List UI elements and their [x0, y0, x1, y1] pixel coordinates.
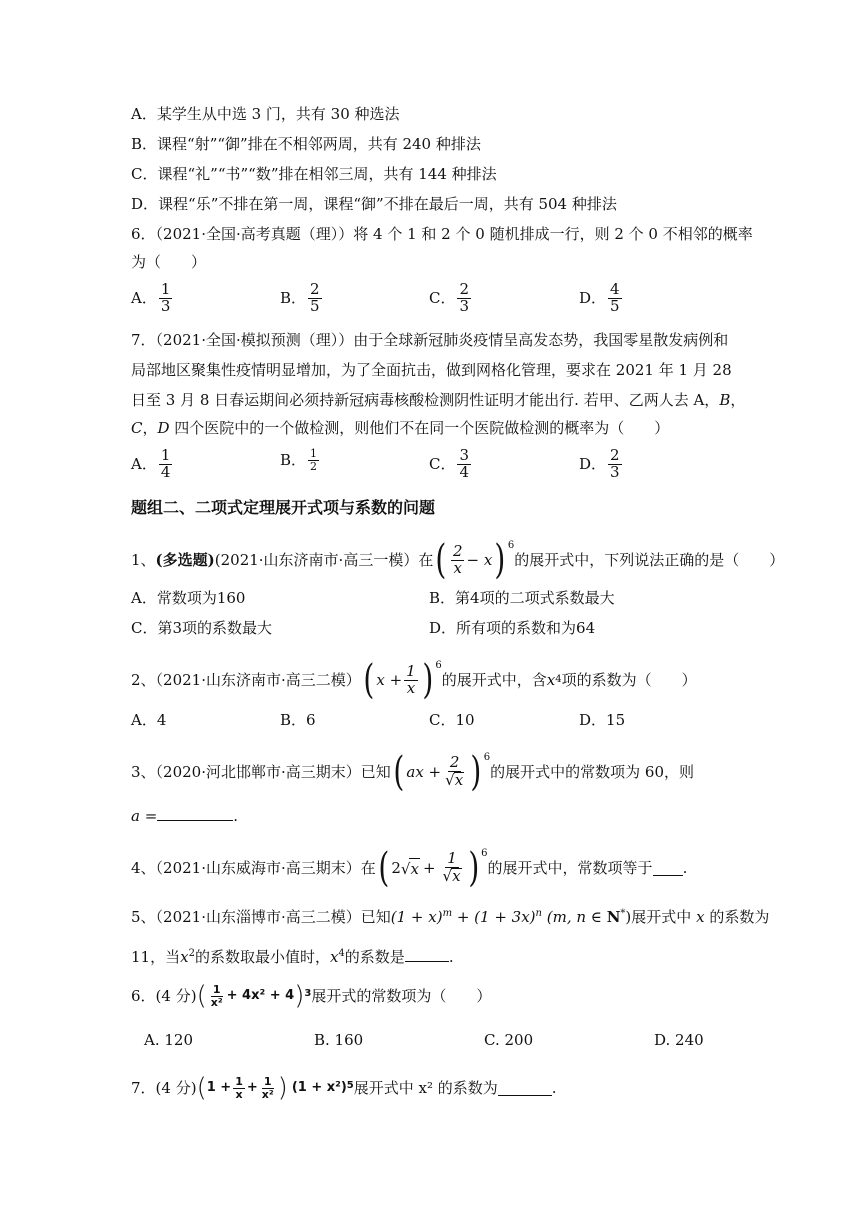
- left-paren: (: [378, 845, 390, 891]
- p2-option-c: C．10: [429, 711, 475, 729]
- radicand: x: [410, 859, 419, 878]
- fraction: [209, 984, 225, 1008]
- left-paren: (: [393, 749, 405, 795]
- p7-stem: [131, 1073, 557, 1104]
- text-segment: 的系数取最小值时，: [194, 948, 330, 966]
- operator: +: [452, 908, 475, 926]
- text-segment: 展开式中: [631, 908, 692, 926]
- p6-option-c: C. 200: [484, 1031, 534, 1049]
- option-label: A．: [131, 289, 157, 308]
- numerator: 2: [449, 753, 460, 772]
- variable-x: x: [329, 948, 339, 966]
- option-label: D．: [579, 455, 607, 474]
- variable-b: B: [719, 391, 731, 409]
- option-label: B．: [280, 289, 307, 308]
- text-segment: 7．(4 分): [131, 1079, 197, 1098]
- text-segment: 四个医院中的一个做检测，则他们不在同一个医院做检测的概率为（ ）: [169, 419, 670, 437]
- q7-stem-line4: [131, 418, 669, 438]
- numerator: 2: [459, 280, 470, 298]
- denominator: √x: [442, 867, 461, 885]
- fraction: [451, 541, 465, 577]
- answer-blank[interactable]: [157, 806, 233, 821]
- text-segment: .: [448, 948, 454, 966]
- answer-blank[interactable]: [405, 947, 449, 962]
- text-segment: 的系数是: [344, 948, 405, 966]
- variable-d: D: [157, 419, 170, 437]
- numerator: 1: [447, 849, 457, 868]
- coefficient: 2: [391, 859, 401, 877]
- text-segment: 4、（2021·山东威海市·高三期末）在: [131, 859, 376, 877]
- exponent: 4: [338, 948, 345, 959]
- denominator: 4: [459, 462, 470, 481]
- p1-option-b: B．第4项的二项式系数最大: [429, 589, 615, 607]
- term: x +: [376, 671, 403, 689]
- p2-option-d: D．15: [579, 711, 626, 729]
- text-segment: 的系数为: [709, 908, 770, 926]
- right-paren: ): [467, 845, 479, 891]
- option-label: D．: [579, 289, 607, 308]
- p3-stem: [131, 749, 694, 795]
- text-segment: 11，当: [131, 948, 181, 966]
- q7-option-c: [429, 448, 473, 481]
- term: (1 + 3x): [474, 908, 536, 926]
- option-label: A．: [131, 455, 157, 474]
- numerator: 1: [212, 983, 221, 996]
- term: 1 +: [206, 1080, 232, 1096]
- answer-blank[interactable]: [498, 1081, 552, 1096]
- exponent: n: [535, 908, 542, 919]
- text-segment: (2021·山东济南市·高三一模）在: [214, 551, 434, 569]
- text-segment: 的展开式中，下列说法正确的是（ ）: [514, 551, 785, 569]
- exponent: 3: [304, 988, 312, 999]
- variable-x: x: [180, 948, 189, 966]
- text-segment: ，: [142, 419, 158, 437]
- natural-numbers-set: N: [606, 908, 621, 926]
- denominator: x²: [210, 995, 223, 1009]
- text-segment: 展开式中 x² 的系数为: [353, 1079, 498, 1098]
- denominator: x²: [261, 1087, 274, 1101]
- right-paren: ): [294, 981, 305, 1012]
- denominator: √x: [445, 771, 464, 789]
- q7-option-b: [280, 448, 321, 472]
- q5-option-b: B．课程“射”“御”排在不相邻两周，共有 240 种排法: [131, 135, 481, 153]
- denominator: x: [406, 678, 416, 697]
- operator: +: [246, 1080, 258, 1096]
- p1-stem: [131, 537, 785, 583]
- exponent: 6: [481, 848, 488, 859]
- condition: (m, n ∈: [546, 908, 607, 926]
- numerator: 4: [610, 280, 620, 298]
- p6-stem: [131, 981, 492, 1012]
- text-segment: 的展开式中，常数项等于: [487, 859, 653, 877]
- q6-option-d: [579, 282, 624, 315]
- p2-stem: [131, 657, 697, 703]
- text-segment: 展开式的常数项为（ ）: [311, 987, 492, 1006]
- q5-option-d: D．课程“乐”不排在第一周，课程“御”不排在最后一周，共有 504 种排法: [131, 195, 617, 213]
- section-title: 题组二、二项式定理展开式项与系数的问题: [131, 498, 436, 517]
- term: ax +: [406, 763, 442, 781]
- denominator: 4: [160, 462, 171, 481]
- q5-option-c: C．课程“礼”“书”“数”排在相邻三周，共有 144 种排法: [131, 165, 497, 183]
- q5-option-a: A．某学生从中选 3 门，共有 30 种选法: [131, 105, 400, 123]
- text-segment: 的展开式中，含: [441, 671, 547, 689]
- numerator: 3: [459, 446, 470, 464]
- text-segment: 项的系数为（ ）: [561, 671, 697, 689]
- formula-image: [196, 1073, 354, 1104]
- q7-option-a: [131, 448, 174, 481]
- variable-x: x: [696, 908, 705, 926]
- fraction: [308, 448, 319, 472]
- p2-option-b: B．6: [280, 711, 316, 729]
- numerator: 2: [610, 446, 620, 464]
- text-segment: ): [625, 908, 632, 926]
- left-paren: (: [196, 981, 207, 1012]
- text-segment: 日至 3 月 8 日春运期间必须持新冠病毒核酸检测阴性证明才能出行. 若甲、乙两人去 A，: [131, 391, 720, 409]
- denominator: 3: [610, 462, 620, 481]
- p5-stem-line2: [131, 944, 454, 967]
- text-segment: 的展开式中的常数项为 60，则: [490, 763, 694, 781]
- text-segment: .: [682, 859, 688, 877]
- option-label: C．: [429, 289, 456, 308]
- fraction: [308, 282, 322, 315]
- fraction: [260, 1076, 276, 1100]
- text-segment: ，: [730, 391, 746, 409]
- exponent: 6: [483, 752, 491, 763]
- numerator: 2: [452, 541, 463, 560]
- radicand: x: [452, 867, 461, 885]
- option-label: B．: [280, 451, 307, 470]
- numerator: 2: [310, 280, 320, 298]
- formula-image: [196, 981, 312, 1012]
- term: (1 + x): [390, 908, 443, 926]
- right-paren: ): [470, 749, 482, 795]
- fraction: [443, 755, 466, 789]
- option-label: C．: [429, 455, 456, 474]
- sqrt-x: √x: [400, 859, 419, 878]
- exponent: 6: [507, 540, 515, 551]
- exponent: 2: [188, 948, 195, 959]
- text-segment: 1、: [131, 551, 156, 569]
- denominator: x: [453, 558, 462, 577]
- denominator: 3: [459, 296, 470, 315]
- numerator: 1: [160, 446, 171, 464]
- p2-option-a: A．4: [131, 711, 167, 729]
- q7-stem-line1: 7．（2021·全国·模拟预测（理））由于全球新冠肺炎疫情呈高发态势，我国零星散发病例和: [131, 331, 729, 349]
- left-paren: (: [363, 657, 375, 703]
- denominator: 5: [310, 296, 320, 315]
- q7-option-d: [579, 448, 624, 481]
- term: − x: [466, 551, 493, 569]
- p6-option-a: A. 120: [144, 1031, 193, 1049]
- text-segment: .: [551, 1079, 557, 1098]
- exponent: 6: [435, 660, 442, 671]
- fraction: [404, 661, 418, 697]
- left-paren: (: [196, 1073, 207, 1104]
- numerator: 1: [263, 1075, 272, 1088]
- answer-prefix: a =: [131, 807, 158, 825]
- q6-option-c: [429, 282, 473, 315]
- variable-x: x: [546, 671, 556, 689]
- radicand: x: [454, 771, 464, 789]
- numerator: 1: [310, 447, 318, 460]
- denominator: 2: [310, 459, 318, 473]
- p4-stem: [131, 845, 688, 891]
- q6-option-b: [280, 282, 324, 315]
- exponent: 5: [346, 1080, 354, 1091]
- answer-blank[interactable]: [653, 861, 683, 876]
- right-paren: ): [422, 657, 433, 703]
- fraction: [457, 282, 471, 315]
- star-superscript: *: [620, 908, 626, 919]
- numerator: 1: [406, 661, 416, 680]
- p1-option-a: A．常数项为160: [131, 589, 246, 607]
- operator: +: [422, 859, 436, 877]
- p1-option-d: D．所有项的系数和为64: [429, 619, 596, 637]
- right-paren: ): [277, 1073, 288, 1104]
- fraction: [159, 448, 173, 481]
- p3-answer-line: [131, 806, 238, 826]
- numerator: 1: [235, 1075, 243, 1088]
- text-segment: .: [233, 807, 239, 825]
- p5-stem-line1: [131, 904, 769, 927]
- p6-option-d: D. 240: [654, 1031, 704, 1049]
- term: + 4x² + 4: [226, 988, 295, 1004]
- multi-choice-tag: (多选题): [155, 551, 215, 569]
- fraction: [233, 1076, 245, 1100]
- text-segment: 3、（2020·河北邯郸市·高三期末）已知: [131, 763, 391, 781]
- q7-stem-line3: [131, 390, 745, 410]
- fraction: [608, 448, 622, 481]
- fraction: [457, 448, 471, 481]
- text-segment: 2、（2021·山东济南市·高三二模）: [131, 671, 361, 689]
- variable-c: C: [131, 419, 143, 437]
- q6-stem-line2: 为（ ）: [131, 253, 207, 271]
- q6-stem-line1: 6．（2021·全国·高考真题（理））将 4 个 1 和 2 个 0 随机排成一行，则 2 个 0 不相邻的概率: [131, 225, 753, 243]
- text-segment: 6．(4 分): [131, 987, 197, 1006]
- q6-option-a: [131, 282, 174, 315]
- exponent: m: [442, 908, 453, 919]
- fraction: [159, 282, 173, 315]
- text-segment: 5、（2021·山东淄博市·高三二模）已知: [131, 908, 391, 926]
- denominator: x: [235, 1087, 243, 1101]
- denominator: 5: [610, 296, 620, 315]
- term: (1 + x²): [291, 1080, 347, 1096]
- fraction: [441, 851, 464, 885]
- fraction: [608, 282, 622, 315]
- left-paren: (: [435, 537, 447, 583]
- p1-option-c: C．第3项的系数最大: [131, 619, 273, 637]
- p6-option-b: B. 160: [314, 1031, 364, 1049]
- right-paren: ): [494, 537, 506, 583]
- q7-stem-line2: 局部地区聚集性疫情明显增加，为了全面抗击，做到网格化管理，要求在 2021 年 1 月 28: [131, 361, 732, 379]
- denominator: 3: [160, 296, 171, 315]
- numerator: 1: [160, 280, 171, 298]
- exponent: 4: [555, 674, 562, 685]
